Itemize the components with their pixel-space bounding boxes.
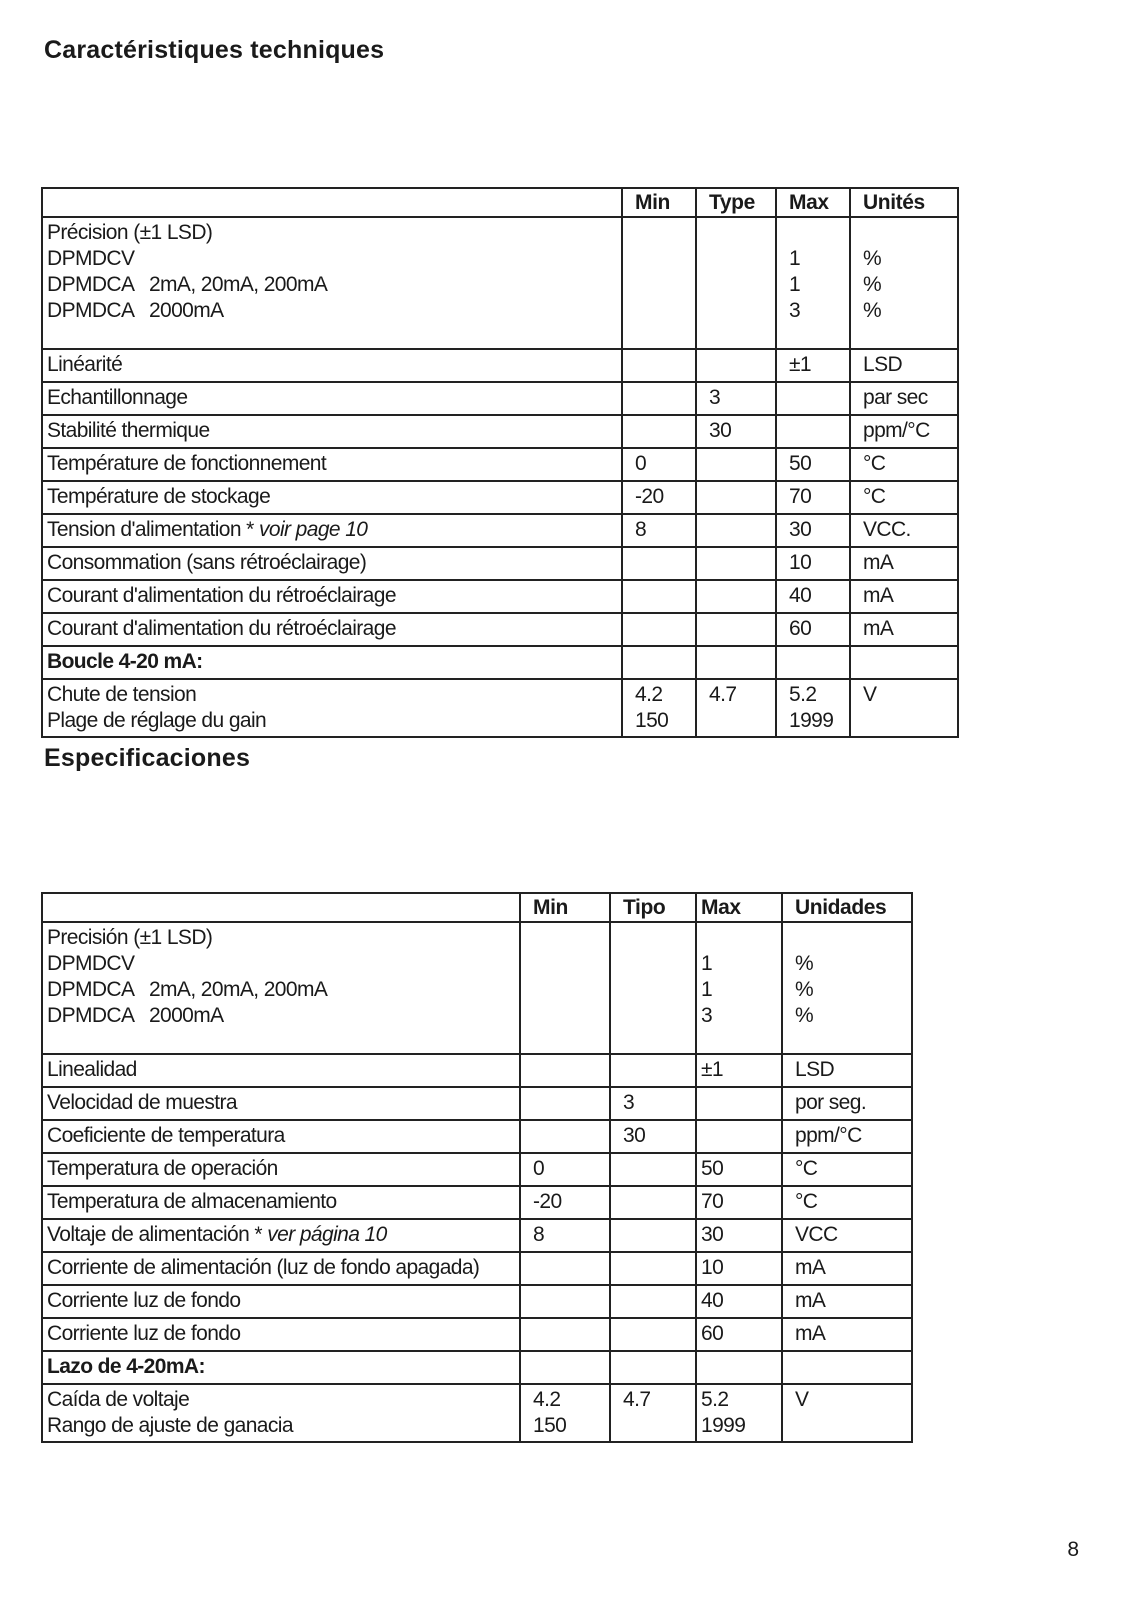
precision-unit-value: % [795,952,814,975]
loop-heading: Lazo de 4-20mA: [42,1351,520,1384]
row-label: Corriente de alimentación (luz de fondo apagada) [42,1252,520,1285]
precision-unit-value: % [863,247,882,270]
loop-max-value: 1999 [789,709,834,732]
row-type [610,1153,696,1186]
row-min [622,580,696,613]
table-row [42,481,958,514]
row-min: 0 [520,1153,610,1186]
table-row [42,1087,912,1120]
row-type [610,1318,696,1351]
precision-dpmdcv-label: DPMDCV [47,952,135,975]
header-label [42,188,622,217]
row-max: 40 [696,1285,782,1318]
row-unit: por seg. [782,1087,912,1120]
row-type [610,1054,696,1087]
header-label [42,893,520,922]
precision-type-cell [610,922,696,1054]
row-max: 60 [696,1318,782,1351]
loop-label-cell [42,679,622,737]
row-type: 3 [610,1087,696,1120]
precision-dpmdca-2000-label: DPMDCA 2000mA [47,299,224,322]
row-unit: mA [850,580,958,613]
loop-unit-value: V [863,683,877,706]
loop-unit-value: V [795,1388,809,1411]
precision-row [42,922,912,1054]
row-min: 8 [622,514,696,547]
row-min [520,1318,610,1351]
precision-label: Precisión (±1 LSD) [47,926,213,949]
spec-table-fr [41,187,959,738]
row-max [776,415,850,448]
row-label: Stabilité thermique [42,415,622,448]
row-max: 50 [776,448,850,481]
row-max: 50 [696,1153,782,1186]
row-max: ±1 [696,1054,782,1087]
row-min [520,1252,610,1285]
header-max: Max [776,188,850,217]
header-units: Unités [850,188,958,217]
row-unit: ppm/°C [850,415,958,448]
row-label: Linealidad [42,1054,520,1087]
precision-type-cell [696,217,776,349]
row-type [696,547,776,580]
row-label: Temperatura de almacenamiento [42,1186,520,1219]
row-type [696,514,776,547]
row-min: 0 [622,448,696,481]
table-row [42,1318,912,1351]
loop-min-cell [622,679,696,737]
row-label: Echantillonnage [42,382,622,415]
precision-max-value: 1 [701,952,713,975]
precision-max-value: 1 [789,273,801,296]
row-label: Courant d'alimentation du rétroéclairage [42,580,622,613]
row-type: 30 [610,1120,696,1153]
loop-label-cell [42,1384,520,1442]
row-type [696,448,776,481]
row-unit: mA [782,1252,912,1285]
loop-min-value: 4.2 [635,683,663,706]
spec-table-es [41,892,913,1443]
page-reference-note: voir page 10 [258,518,368,541]
row-label: Courant d'alimentation du rétroéclairage [42,613,622,646]
precision-label: Précision (±1 LSD) [47,221,213,244]
table-row [42,1120,912,1153]
precision-max-value: 1 [701,978,713,1001]
page-number: 8 [1067,1538,1079,1561]
row-label: Température de stockage [42,481,622,514]
row-min [520,1054,610,1087]
row-label: Tension d'alimentation * [47,518,259,541]
loop-min-cell [520,1384,610,1442]
loop-heading-row [42,646,958,679]
loop-row [42,1384,912,1442]
table-header-row [42,188,958,217]
loop-min-value: 4.2 [533,1388,561,1411]
row-unit: mA [782,1285,912,1318]
header-type: Tipo [610,893,696,922]
loop-label: Rango de ajuste de ganacia [47,1414,293,1437]
loop-label: Chute de tension [47,683,197,706]
header-max: Max [696,893,782,922]
row-min [622,415,696,448]
row-max: 30 [776,514,850,547]
table-row [42,514,958,547]
header-type: Type [696,188,776,217]
row-max: 60 [776,613,850,646]
row-min: 8 [520,1219,610,1252]
row-unit: VCC. [850,514,958,547]
loop-min-value: 150 [635,709,669,732]
precision-max-value: 3 [789,299,801,322]
loop-unit-cell [850,679,958,737]
loop-type-cell [610,1384,696,1442]
row-unit: °C [850,448,958,481]
row-max [696,1087,782,1120]
loop-max-value: 1999 [701,1414,746,1437]
table-row [42,1219,912,1252]
row-type [696,349,776,382]
row-type: 3 [696,382,776,415]
row-type [696,580,776,613]
row-min [622,547,696,580]
row-min [520,1087,610,1120]
loop-max-cell [696,1384,782,1442]
table-row [42,613,958,646]
precision-unit-cell [782,922,912,1054]
row-type [696,613,776,646]
section-title-fr: Caractéristiques techniques [44,36,385,64]
row-unit: ppm/°C [782,1120,912,1153]
row-min [622,382,696,415]
table-row [42,580,958,613]
table-row [42,382,958,415]
row-max: 40 [776,580,850,613]
loop-heading: Boucle 4-20 mA: [42,646,622,679]
header-min: Min [622,188,696,217]
row-label-cell [42,1219,520,1252]
row-unit: °C [782,1186,912,1219]
loop-heading-row [42,1351,912,1384]
precision-max-cell [696,922,782,1054]
row-min [520,1120,610,1153]
table-row [42,448,958,481]
loop-max-cell [776,679,850,737]
precision-max-value: 3 [701,1004,713,1027]
header-min: Min [520,893,610,922]
table-row [42,1285,912,1318]
row-unit: °C [850,481,958,514]
precision-dpmdca-label: DPMDCA 2mA, 20mA, 200mA [47,273,328,296]
table-header-row [42,893,912,922]
loop-label: Caída de voltaje [47,1388,190,1411]
loop-type-value: 4.7 [709,683,737,706]
table-row [42,1153,912,1186]
precision-row [42,217,958,349]
row-type [610,1219,696,1252]
precision-unit-value: % [795,1004,814,1027]
row-unit: mA [850,547,958,580]
section-title-es: Especificaciones [44,744,251,772]
precision-unit-value: % [863,273,882,296]
row-min [622,613,696,646]
row-unit: mA [850,613,958,646]
table-row [42,1252,912,1285]
precision-dpmdca-label: DPMDCA 2mA, 20mA, 200mA [47,978,328,1001]
loop-unit-cell [782,1384,912,1442]
row-type [696,481,776,514]
precision-max-value: 1 [789,247,801,270]
row-label: Coeficiente de temperatura [42,1120,520,1153]
row-unit: LSD [850,349,958,382]
row-min: -20 [622,481,696,514]
table-row [42,547,958,580]
table-row [42,415,958,448]
row-max: 70 [776,481,850,514]
row-max: ±1 [776,349,850,382]
row-label: Linéarité [42,349,622,382]
row-type [610,1285,696,1318]
row-label-cell [42,514,622,547]
row-unit: VCC [782,1219,912,1252]
row-unit: LSD [782,1054,912,1087]
precision-min-cell [520,922,610,1054]
precision-unit-cell [850,217,958,349]
table-row [42,1054,912,1087]
row-label: Velocidad de muestra [42,1087,520,1120]
row-unit: mA [782,1318,912,1351]
row-label: Température de fonctionnement [42,448,622,481]
precision-max-cell [776,217,850,349]
precision-dpmdcv-label: DPMDCV [47,247,135,270]
row-label: Corriente luz de fondo [42,1318,520,1351]
row-min [520,1285,610,1318]
row-type [610,1252,696,1285]
precision-unit-value: % [863,299,882,322]
row-max: 10 [776,547,850,580]
row-label: Voltaje de alimentación * [47,1223,268,1246]
row-max [696,1120,782,1153]
row-label: Consommation (sans rétroéclairage) [42,547,622,580]
row-max: 70 [696,1186,782,1219]
row-min [622,349,696,382]
loop-min-value: 150 [533,1414,567,1437]
page-reference-note: ver página 10 [267,1223,387,1246]
loop-max-value: 5.2 [701,1388,729,1411]
loop-max-value: 5.2 [789,683,817,706]
header-units: Unidades [782,893,912,922]
precision-unit-value: % [795,978,814,1001]
row-min: -20 [520,1186,610,1219]
loop-type-value: 4.7 [623,1388,651,1411]
row-type [610,1186,696,1219]
precision-min-cell [622,217,696,349]
row-max [776,382,850,415]
loop-type-cell [696,679,776,737]
row-label: Temperatura de operación [42,1153,520,1186]
row-type: 30 [696,415,776,448]
loop-label: Plage de réglage du gain [47,709,267,732]
row-label: Corriente luz de fondo [42,1285,520,1318]
row-max: 10 [696,1252,782,1285]
loop-row [42,679,958,737]
row-max: 30 [696,1219,782,1252]
table-row [42,1186,912,1219]
row-unit: °C [782,1153,912,1186]
row-unit: par sec [850,382,958,415]
precision-dpmdca-2000-label: DPMDCA 2000mA [47,1004,224,1027]
precision-label-cell [42,922,520,1054]
table-row [42,349,958,382]
precision-label-cell [42,217,622,349]
